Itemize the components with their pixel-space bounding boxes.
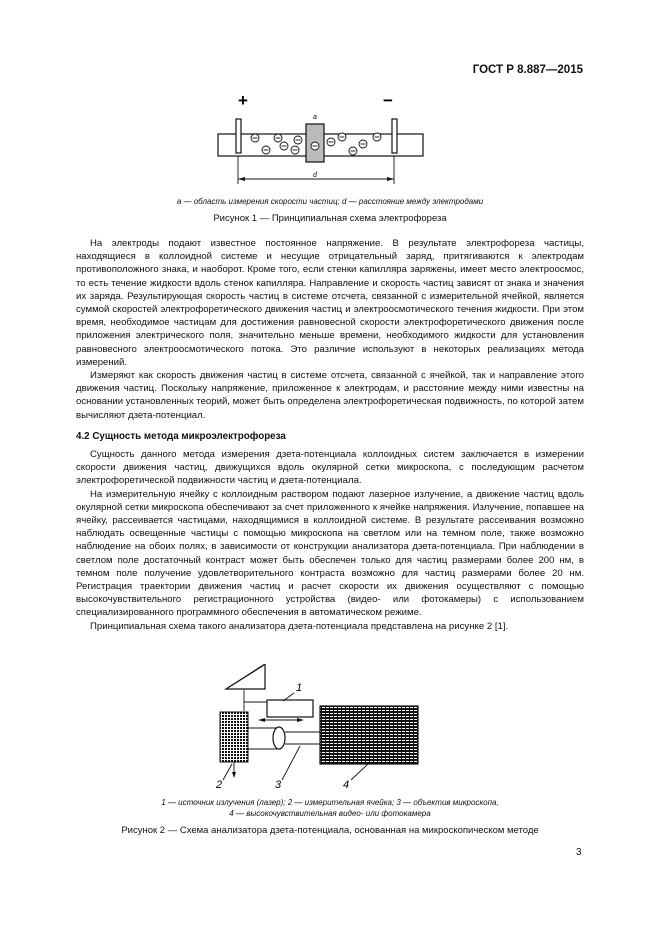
laser-source [267, 700, 313, 717]
figure2-caption: Рисунок 2 — Схема анализатора дзета-потенциала, основанная на микроскопическом методе [121, 825, 539, 836]
minus-sign: − [383, 91, 393, 110]
microscope-lens [273, 727, 285, 749]
paragraph: Принципиальная схема такого анализатора дзета-потенциала представлена на рисунке 2 [1]. [90, 620, 509, 632]
figure2-legend-line2: 4 — высокочувствительная видео- или фотокамера [229, 809, 431, 818]
paragraph: Измеряют как скорость движения частиц в системе отсчета, связанной с ячейкой, так и направление этого движения частиц. Поскольку напряжение, приложенное к электродам, и расстояние между ними известны на основании установленных теорий, может быть определена электрофоретическая подвижность, по которой затем вычисляют дзета-потенциал. [76, 370, 584, 421]
body-text-top [76, 237, 584, 422]
electrode-right [392, 119, 397, 153]
standard-code: ГОСТ Р 8.887—2015 [472, 64, 583, 76]
label-1: 1 [296, 682, 303, 694]
label-3: 3 [275, 779, 282, 791]
paragraph: Сущность данного метода измерения дзета-потенциала коллоидных систем заключается в измерении скорости движения частиц, движущихся вдоль окулярной сетки микроскопа, с последующим расчетом электрофоретической подвижности частиц и дзета-потенциала. [76, 449, 584, 487]
label-2: 2 [216, 779, 223, 791]
figure1-legend: a — область измерения скорости частиц; d — расстояние между электродами [176, 197, 484, 206]
label-d: d [313, 172, 317, 179]
electrode-left [236, 119, 241, 153]
label-a: a [313, 114, 317, 121]
figure1-caption: Рисунок 1 — Принципиальная схема электрофореза [213, 213, 447, 224]
figure2-analyzer-diagram [210, 664, 435, 792]
figure2-legend [100, 797, 560, 819]
plus-sign: + [238, 91, 248, 110]
figure1-electrophoresis-diagram [205, 90, 435, 190]
paragraph: На электроды подают известное постоянное напряжение. В результате электрофореза частицы, находящиеся в коллоидной системе и несущие отрицательный заряд, притягиваются к электродам противоположного знака, и наоборот. Кроме того, если стенки капилляра заряжены, имеет место электроосмос, то есть течение жидкости вдоль стенок капилляра. Направление и скорость частиц зависят от знака и значения их заряда. Результирующая скорость частиц в системе отсчета, связанной с измерительной ячейкой, является суммой скоростей электрофоретического движения частиц и электроосмотического течения жидкости. При этом время, необходимое частицам для достижения равновесной скорости электрофоретического движения после приложения электрического поля, значительно меньше времени, необходимого жидкости для установления равновесного электроосмотического потока. Это различие используют в некоторых реализациях метода измерений. [76, 238, 584, 368]
page-number: 3 [576, 847, 582, 858]
paragraph: На измерительную ячейку с коллоидным раствором подают лазерное излучение, а движение частиц вдоль окулярной сетки микроскопа обеспечивают за счет приложенного к ячейке напряжения. Излучение, попавшее на ячейку, рассеивается частицами, находящимися в коллоидной системе. В результате рассеивания возможно наблюдать освещенные частицы с помощью микроскопа на светлом или на темном поле, также возможно наблюдение на обоих полях, в зависимости от конструкции анализатора дзета-потенциала. При наблюдении в светлом поле достаточный контраст может быть обеспечен только для частиц размерами более 200 нм, в темном поле получение удовлетворительного контраста возможно для частиц размерами более 20 нм. Регистрация траектории движения частиц и расчет скорости их движения осуществляют с помощью высокочувствительного регистрационного устройства (видео- или фотокамеры) с использованием специализированного программного обеспечения в автоматическом режиме. [76, 488, 584, 619]
video-camera [320, 706, 418, 764]
measuring-cell [220, 712, 248, 762]
figure2-legend-line1: 1 — источник излучения (лазер); 2 — измерительная ячейка; 3 — объектив микроскопа, [161, 798, 499, 807]
section-heading: 4.2 Сущность метода микроэлектрофореза [76, 431, 286, 442]
body-text-section [76, 448, 584, 633]
label-4: 4 [343, 779, 350, 791]
